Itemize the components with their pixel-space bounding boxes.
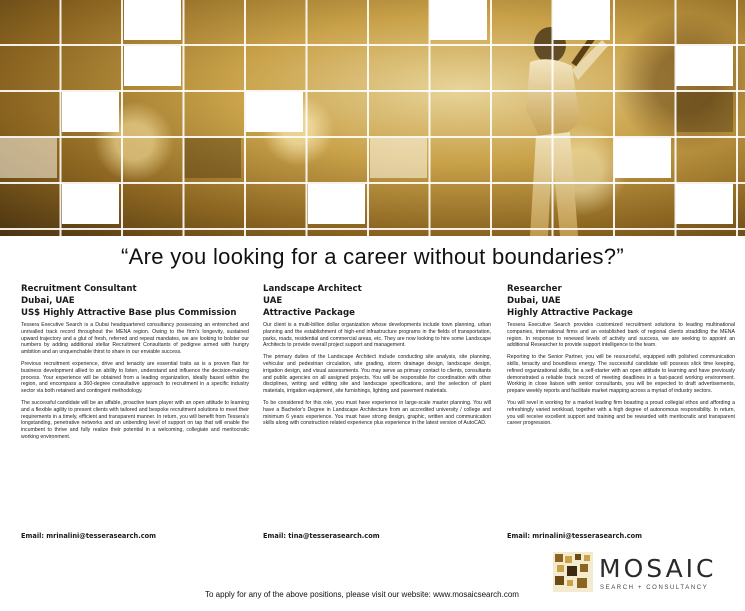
mosaic-tile: [676, 46, 733, 86]
email-link[interactable]: Email: mrinalini@tesserasearch.com: [507, 532, 643, 540]
job-package: Highly Attractive Package: [507, 308, 633, 318]
job-location: Dubai, UAE: [21, 296, 75, 306]
mosaic-tile: [676, 92, 733, 132]
job-paragraph: The successful candidate will be an affable, proactive team player with an open attitude to learning and a flexible agility to present clients with tailored and bespoke recruitment solutions to meet their requirements in a timely, efficient and transparent manner. In return, you will benefit from Tessera's longstanding, penetrative networks and an unbending level of support on tap that will enable the incumbent to thrive and fully realize their potential in a welcoming, collegiate and meritocratic working environment.: [21, 399, 249, 440]
email-link[interactable]: Email: tina@tesserasearch.com: [263, 532, 380, 540]
mosaic-tile: [553, 0, 610, 40]
mosaic-tile: [62, 92, 119, 132]
job-column-recruitment-consultant: [21, 283, 249, 446]
job-paragraph: You will revel in working for a market leading firm boasting a proud collegial ethos and affording a refreshingly varied workload, together with a high degree of autonomous responsibility. In return, you will receive excellent support and training and be rewarded with meritocratic and transparent career progression.: [507, 399, 735, 427]
email-link[interactable]: Email: mrinalini@tesserasearch.com: [21, 532, 157, 540]
job-paragraph: To be considered for this role, you must have experience in large-scale master planning. You will have a Bachelor's Degree in Landscape Architecture from an accredited university / college and minimum 6 years experience. You must have strong design, graphic, written and communication skills along with construction related experience plus experience in the latest version of AutoCAD.: [263, 399, 491, 427]
job-paragraph: Tessera Executive Search provides customized recruitment solutions to leading multinational companies, international firms and an established bank of regional clients straddling the MENA region. In response to renewed levels of activity and success, we are seeking to appoint an additional Researcher to provide support intelligence to the team.: [507, 322, 735, 349]
job-paragraph: Our client is a multi-billion dollar organization whose developments include town planning, urban planning and the establishment of high-end infrastructure programs in the fields of transportation, parks, roads, residential and commercial areas, etc. They are now looking to hire some Landscape Architects to provide overall project support and management.: [263, 322, 491, 349]
mosaic-tile: [62, 184, 119, 224]
job-paragraph: Reporting to the Senior Partner, you will be resourceful, equipped with polished communication skills, tenacity and boundless energy. The successful candidate will possess slick time keeping, refined organizational skills, be a self-starter with an open attitude to learning and have previously demonstrated a reliable track record of meeting deadlines in a fast-paced working environment. Working in close liaison with senior consultants, you will be expected to draft advertisements, prepare weekly reports and facilitate market mapping across a myriad of industry sectors.: [507, 354, 735, 395]
job-paragraph: The primary duties of the Landscape Architect include conducting site analysis, site planning, vehicular and pedestrian circulation, site grading, storm drainage design, landscape design, irrigation design, and visual assessments. You may serve as primary contact to clients, consultants and public agencies on all assigned projects. You will be responsible for coordination with other disciplines, writing and editing site and landscape specifications, and the selection of plant materials, irrigation equipment, site furnishings, lighting and pavement materials.: [263, 354, 491, 395]
mosaic-logo-icon: [553, 552, 593, 592]
job-location: Dubai, UAE: [507, 296, 561, 306]
mosaic-tile: [676, 184, 733, 224]
job-column-researcher: [507, 283, 735, 432]
mosaic-tile: [614, 138, 671, 178]
mosaic-tile: [308, 184, 365, 224]
mosaic-tile: [370, 138, 427, 178]
mosaic-tile: [0, 138, 57, 178]
mosaic-tile: [246, 92, 303, 132]
headline: “Are you looking for a career without boundaries?”: [121, 244, 624, 269]
job-column-landscape-architect: [263, 283, 491, 432]
mosaic-tile: [124, 46, 181, 86]
job-paragraph: Previous recruitment experience, drive and tenacity are essential traits as is a proven flair for business development allied to an ability to listen, understand and influence the decision-making process. Your experience will be obtained from a leading organization, ideally based within the region, and encompass a 360-degree consultative approach to recruitment in a specific industry sector via both retained and contingent methodology.: [21, 360, 249, 395]
hero-banner: [0, 0, 745, 236]
job-title: Researcher: [507, 284, 562, 294]
job-package: US$ Highly Attractive Base plus Commission: [21, 308, 237, 318]
job-paragraph: Tessera Executive Search is a Dubai headquartered consultancy possessing an entrenched and unrivalled track record throughout the MENA region. Owing to the firm's longevity, sustained upward trajectory and a glut of fresh, referred and repeat mandates, we are looking to bolster our numbers by adding additional stellar Recruitment Consultants of pedigree armed with hungry ambition and an unquenchable thirst to share in our enviable success.: [21, 322, 249, 356]
mosaic-logo: [553, 552, 723, 602]
logo-tagline: SEARCH + CONSULTANCY: [600, 585, 709, 591]
job-title: Landscape Architect: [263, 284, 362, 294]
mosaic-tile: [430, 0, 487, 40]
mosaic-tile: [184, 138, 241, 178]
job-title: Recruitment Consultant: [21, 284, 137, 294]
logo-wordmark: MOSAIC: [599, 554, 717, 583]
mosaic-tile: [124, 0, 181, 40]
job-location: UAE: [263, 296, 283, 306]
footer-apply-text: To apply for any of the above positions, please visit our website: www.mosaicsearch.com: [205, 590, 519, 599]
job-package: Attractive Package: [263, 308, 355, 318]
